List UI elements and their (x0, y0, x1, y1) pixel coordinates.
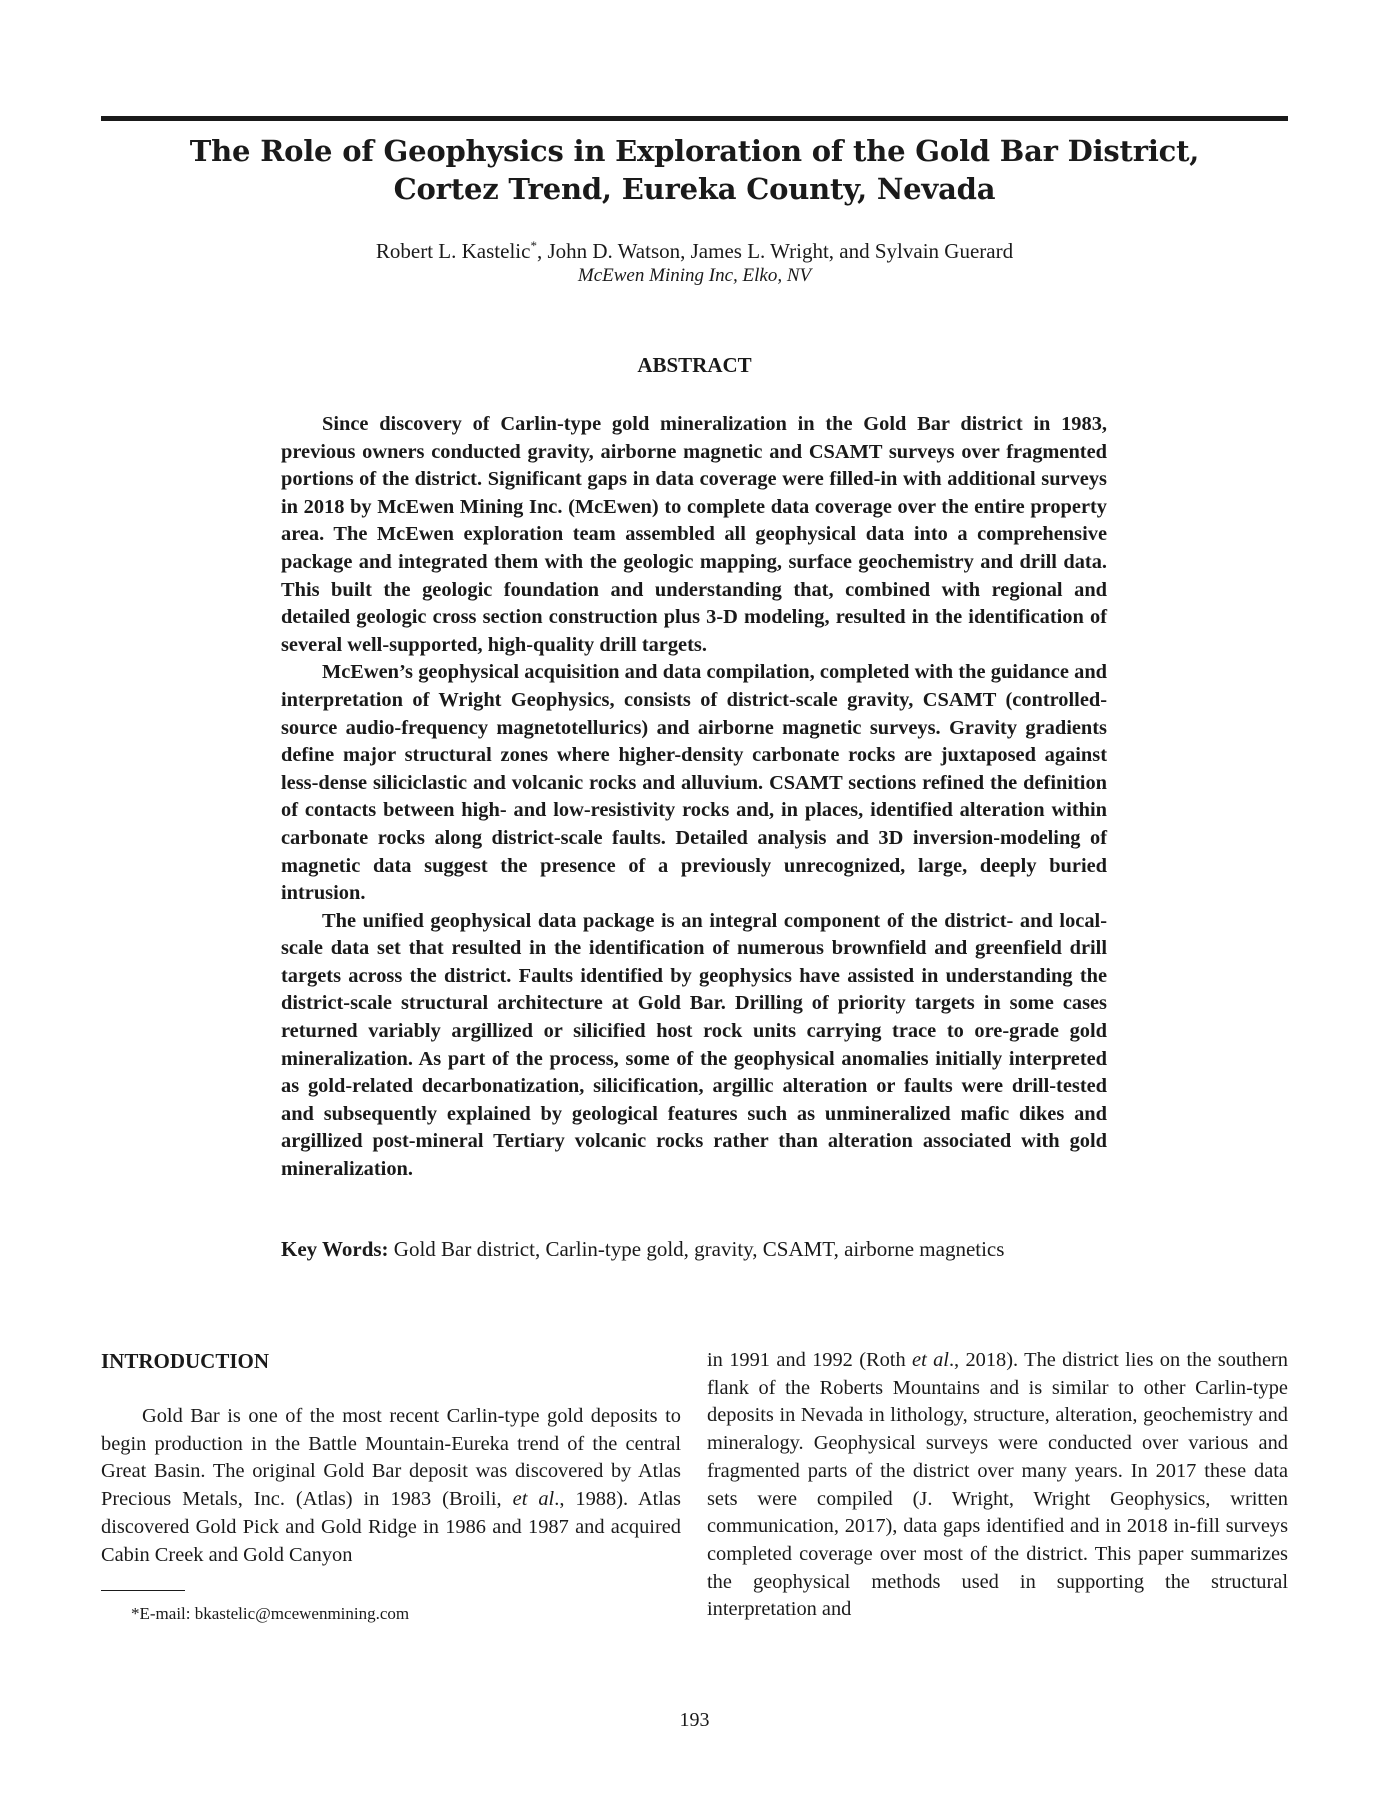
keywords-text: Gold Bar district, Carlin-type gold, gravity, CSAMT, airborne magnetics (388, 1237, 1005, 1261)
author-list (101, 232, 1288, 265)
page-number: 193 (679, 1709, 710, 1731)
abstract-body (281, 411, 1107, 1184)
introduction-paragraph: Gold Bar is one of the most recent Carlin-type gold deposits to begin production in the Battle Mountain-Eureka trend of the central Great Basin. The original Gold Bar deposit was discovered by Atlas Precious Metals, Inc. (Atlas) in 1983 (Broili, et al., 1988). Atlas discovered Gold Pick and Gold Ridge in 1986 and 1987 and acquired Cabin Creek and Gold Canyon (101, 1405, 681, 1566)
introduction-paragraph-continued: in 1991 and 1992 (Roth et al., 2018). The district lies on the southern flank of the Roberts Mountains and is similar to other Carlin-type deposits in Nevada in lithology, structure, alteration, geochemistry and mineralogy. Geophysical surveys were conducted over various and fragmented parts of the district over many years. In 2017 these data sets were compiled (J. Wright, Wright Geophysics, written communication, 2017), data gaps identified and in 2018 in-fill surveys completed coverage over most of the district. This paper summarizes the geophysical methods used in supporting the structural interpretation and (707, 1349, 1288, 1621)
affiliation: McEwen Mining Inc, Elko, NV (577, 265, 812, 286)
footnote-rule (101, 1590, 185, 1591)
title-line-2: Cortez Trend, Eureka County, Nevada (393, 172, 996, 206)
introduction-heading: INTRODUCTION (101, 1349, 270, 1373)
keywords-label: Key Words: (281, 1237, 389, 1261)
author-first: Robert L. Kastelic (375, 239, 531, 263)
paper-title (101, 132, 1288, 208)
abstract-paragraph: McEwen’s geophysical acquisition and data compilation, completed with the guidance and interpretation of Wright Geophysics, consists of district-scale gravity, CSAMT (controlled-source audio-frequency magnetotellurics) and airborne magnetic surveys. Gravity gradients define major structural zones where higher-density carbonate rocks are juxtaposed against less-dense siliciclastic and volcanic rocks and alluvium. CSAMT sections refined the definition of contacts between high- and low-resistivity rocks and, in places, identified alteration within carbonate rocks along district-scale faults. Detailed analysis and 3D inversion-modeling of magnetic data suggest the presence of a previously unrecognized, large, deeply buried intrusion. (281, 661, 1107, 905)
keywords (281, 1235, 1181, 1263)
corresponding-author-mark: * (530, 238, 537, 253)
right-column (707, 1347, 1288, 1624)
left-column (101, 1347, 681, 1569)
footnote-email: *E-mail: bkastelic@mcewenmining.com (131, 1604, 410, 1623)
abstract-paragraph: Since discovery of Carlin-type gold mineralization in the Gold Bar district in 1983, previous owners conducted gravity, airborne magnetic and CSAMT surveys over fragmented portions of the district. Significant gaps in data coverage were filled-in with additional surveys in 2018 by McEwen Mining Inc. (McEwen) to complete data coverage over the entire property area. The McEwen exploration team assembled all geophysical data into a comprehensive package and integrated them with the geologic mapping, surface geochemistry and drill data. This built the geologic foundation and understanding that, combined with regional and detailed geologic cross section construction plus 3-D modeling, resulted in the identification of several well-supported, high-quality drill targets. (281, 413, 1107, 656)
header-rule (101, 116, 1288, 121)
title-line-1: The Role of Geophysics in Exploration of the Gold Bar District, (189, 134, 1200, 168)
abstract-paragraph: The unified geophysical data package is an integral component of the district- and local-scale data set that resulted in the identification of numerous brownfield and greenfield drill targets across the district. Faults identified by geophysics have assisted in understanding the district-scale structural architecture at Gold Bar. Drilling of priority targets in some cases returned variably argillized or silicified host rock units carrying trace to ore-grade gold mineralization. As part of the process, some of the geophysical anomalies initially interpreted as gold-related decarbonatization, silicification, argillic alteration or faults were drill-tested and subsequently explained by geological features such as unmineralized mafic dikes and argillized post-mineral Tertiary volcanic rocks rather than alteration associated with gold mineralization. (281, 909, 1107, 1181)
author-rest: , John D. Watson, James L. Wright, and Sylvain Guerard (536, 239, 1014, 263)
abstract-heading: ABSTRACT (637, 353, 752, 377)
